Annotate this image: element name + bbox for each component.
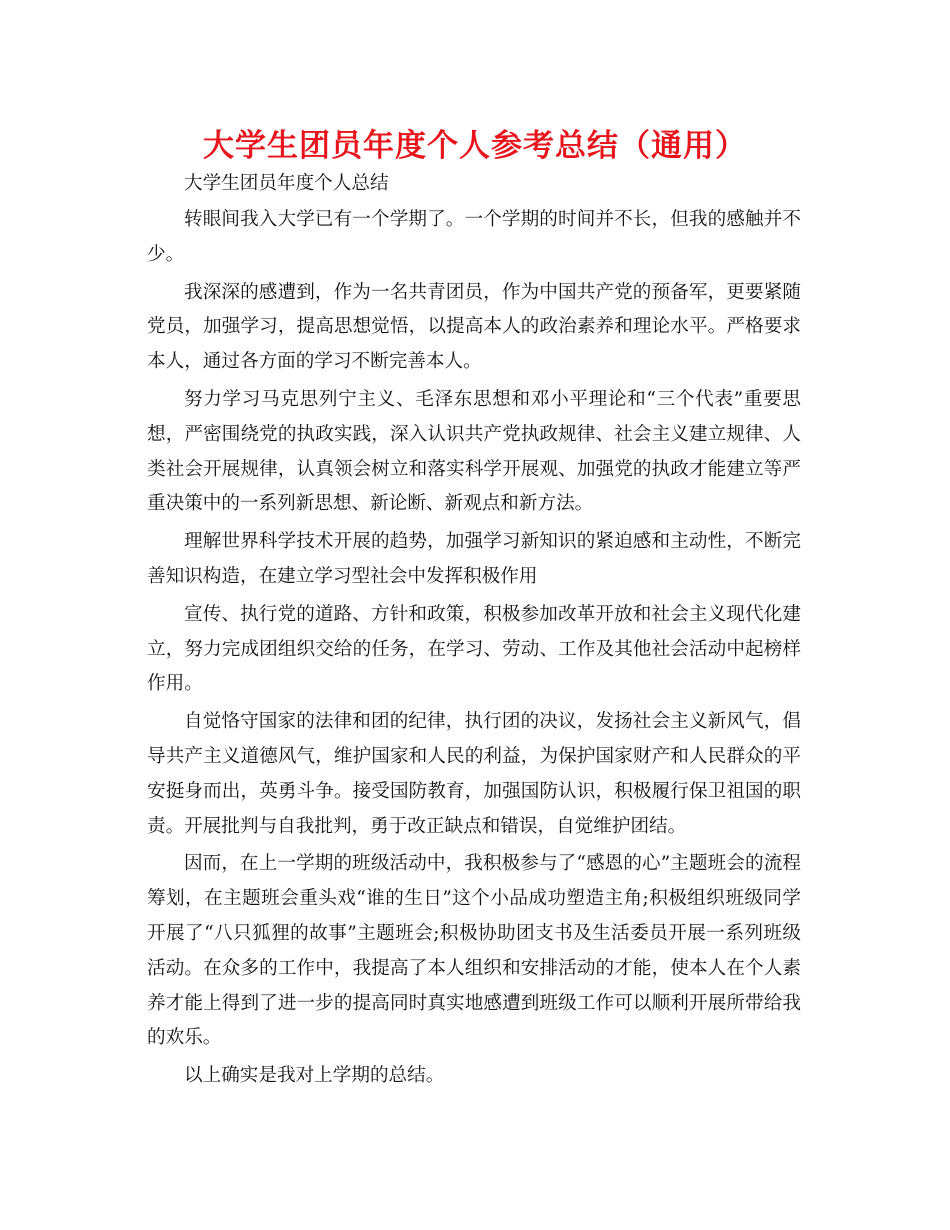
paragraph-7: 因而，在上一学期的班级活动中，我积极参与了“感恩的心”主题班会的流程筹划，在主题班会重头戏“谁的生日”这个小品成功塑造主角;积极组织班级同学开展了“八只狐狸的故事”主题班会;积极协助团支书及生活委员开展一系列班级活动。在众多的工作中，我提高了本人组织和安排活动的才能，使本人在个人素养才能上得到了进一步的提高同时真实地感遭到班级工作可以顺利开展所带给我的欢乐。 <box>147 853 801 1049</box>
paragraph-1: 转眼间我入大学已有一个学期了。一个学期的时间并不长，但我的感触并不少。 <box>147 209 801 265</box>
paragraph-8: 以上确实是我对上学期的总结。 <box>184 1065 445 1087</box>
paragraph-2: 我深深的感遭到，作为一名共青团员，作为中国共产党的预备军，更要紧随党员，加强学习，提高思想觉悟，以提高本人的政治素养和理论水平。严格要求本人，通过各方面的学习不断完善本人。 <box>147 281 801 373</box>
paragraph-5: 宣传、执行党的道路、方针和政策，积极参加改革开放和社会主义现代化建立，努力完成团组织交给的任务，在学习、劳动、工作及其他社会活动中起榜样作用。 <box>147 603 801 695</box>
document-body <box>147 168 801 1094</box>
paragraph-6: 自觉恪守国家的法律和团的纪律，执行团的决议，发扬社会主义新风气，倡导共产主义道德风气，维护国家和人民的利益，为保护国家财产和人民群众的平安挺身而出，英勇斗争。接受国防教育，加强国防认识，积极履行保卫祖国的职责。开展批判与自我批判，勇于改正缺点和错误，自觉维护团结。 <box>147 711 801 837</box>
document-title: 大学生团员年度个人参考总结（通用） <box>203 128 747 164</box>
paragraph-3: 努力学习马克思列宁主义、毛泽东思想和邓小平理论和“三个代表”重要思想，严密围绕党的执政实践，深入认识共产党执政规律、社会主义建立规律、人类社会开展规律，认真领会树立和落实科学开展观、加强党的执政才能建立等严重决策中的一系列新思想、新论断、新观点和新方法。 <box>147 388 801 515</box>
document-subtitle: 大学生团员年度个人总结 <box>184 173 389 194</box>
paragraph-4: 理解世界科学技术开展的趋势，加强学习新知识的紧迫感和主动性，不断完善知识构造，在建立学习型社会中发挥积极作用 <box>147 531 801 587</box>
